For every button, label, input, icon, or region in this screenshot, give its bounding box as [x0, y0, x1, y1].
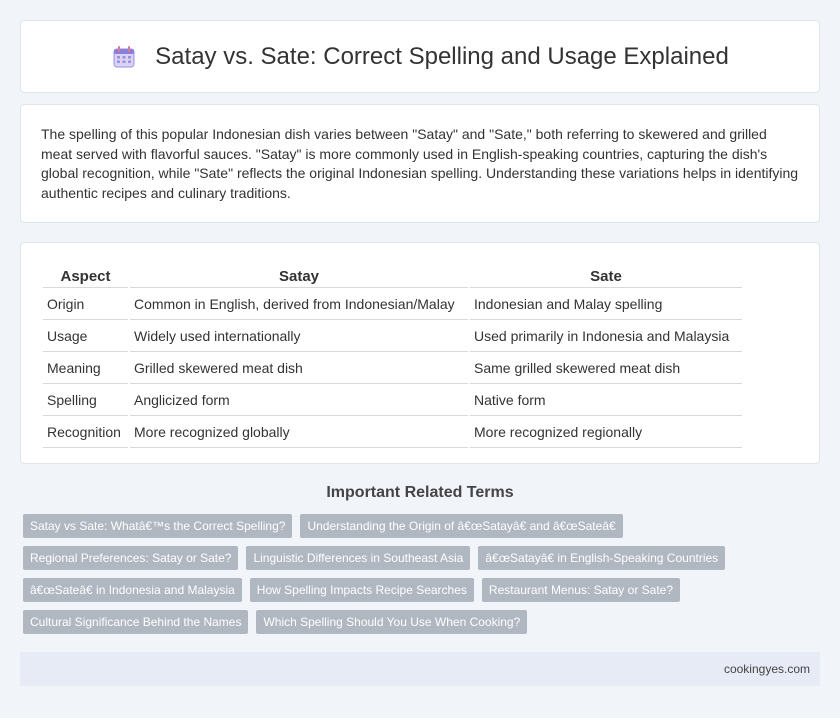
footer-site-name[interactable]: cookingyes.com: [723, 662, 810, 676]
table-cell-aspect: Usage: [43, 322, 128, 352]
table-cell-satay: Common in English, derived from Indonesian/Malay: [130, 290, 468, 320]
table-cell-aspect: Meaning: [43, 354, 128, 384]
title-card: [20, 20, 820, 93]
related-term-tag[interactable]: Linguistic Differences in Southeast Asia: [246, 546, 470, 570]
related-term-tag[interactable]: â€œSatayâ€ in English-Speaking Countries: [478, 546, 725, 570]
table-cell-satay: Widely used internationally: [130, 322, 468, 352]
calendar-icon: [111, 44, 137, 70]
related-term-tag[interactable]: Cultural Significance Behind the Names: [23, 610, 248, 634]
footer: [20, 652, 820, 686]
header-satay: Satay: [130, 265, 468, 288]
related-term-tag[interactable]: â€œSateâ€ in Indonesia and Malaysia: [23, 578, 242, 602]
table-row: [43, 386, 742, 416]
table-cell-sate: Native form: [470, 386, 742, 416]
related-terms-title: Important Related Terms: [326, 484, 514, 501]
table-row: [43, 354, 742, 384]
table-cell-sate: More recognized regionally: [470, 418, 742, 448]
related-term-tag[interactable]: Understanding the Origin of â€œSatayâ€ and â€œSateâ€: [300, 514, 622, 538]
related-term-tag[interactable]: Regional Preferences: Satay or Sate?: [23, 546, 238, 570]
header-sate: Sate: [470, 265, 742, 288]
table-row: [43, 418, 742, 448]
related-term-tag[interactable]: How Spelling Impacts Recipe Searches: [250, 578, 474, 602]
table-cell-aspect: Recognition: [43, 418, 128, 448]
related-term-tag[interactable]: Which Spelling Should You Use When Cooking?: [256, 610, 527, 634]
table-cell-satay: More recognized globally: [130, 418, 468, 448]
table-cell-aspect: Origin: [43, 290, 128, 320]
comparison-table: [41, 263, 744, 450]
intro-card: [20, 104, 820, 223]
header-aspect: Aspect: [43, 265, 128, 288]
table-row: [43, 322, 742, 352]
table-cell-sate: Same grilled skewered meat dish: [470, 354, 742, 384]
related-term-tag[interactable]: Satay vs Sate: Whatâ€™s the Correct Spelling?: [23, 514, 292, 538]
table-row: [43, 290, 742, 320]
related-term-tag[interactable]: Restaurant Menus: Satay or Sate?: [482, 578, 680, 602]
table-cell-satay: Grilled skewered meat dish: [130, 354, 468, 384]
table-cell-aspect: Spelling: [43, 386, 128, 416]
table-cell-sate: Used primarily in Indonesia and Malaysia: [470, 322, 742, 352]
intro-paragraph: The spelling of this popular Indonesian dish varies between "Satay" and "Sate," both referring to skewered and grilled meat served with flavorful sauces. "Satay" is more commonly used in English-speaking countries, capturing the dish's global recognition, while "Sate" reflects the original Indonesian spelling. Understanding these variations helps in identifying authentic recipes and culinary traditions.: [41, 126, 799, 201]
page-title: Satay vs. Sate: Correct Spelling and Usage Explained: [155, 42, 729, 70]
related-terms-list: [23, 514, 743, 634]
comparison-table-card: [20, 242, 820, 464]
table-header-row: [43, 265, 742, 288]
table-cell-sate: Indonesian and Malay spelling: [470, 290, 742, 320]
table-cell-satay: Anglicized form: [130, 386, 468, 416]
